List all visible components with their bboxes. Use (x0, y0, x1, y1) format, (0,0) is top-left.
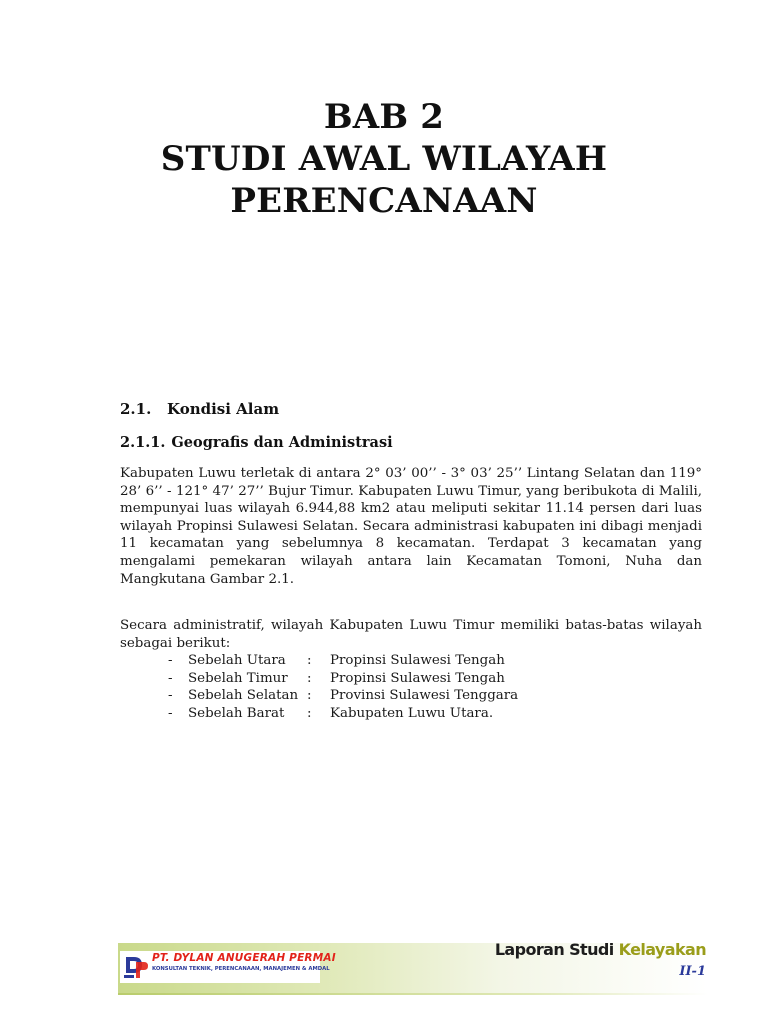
report-title (495, 940, 706, 959)
body-paragraph-boundaries: Secara administratif, wilayah Kabupaten Luwu Timur memiliki batas-batas wilayah sebagai berikut: (120, 618, 702, 651)
boundary-side: Sebelah Utara (188, 653, 286, 668)
boundary-colon: : (307, 653, 312, 668)
list-dash: - (168, 705, 173, 721)
section-number: 2.1. (120, 400, 152, 418)
chapter-title-line-2: PERENCANAAN (230, 181, 538, 221)
chapter-number: BAB 2 (323, 97, 445, 137)
boundary-region: Propinsi Sulawesi Tengah (330, 670, 505, 686)
boundary-side: Sebelah Barat (188, 705, 285, 721)
report-title-part-1: Laporan Studi (494, 940, 619, 959)
boundary-colon: : (307, 705, 312, 721)
dap-logo-icon (122, 953, 150, 981)
subsection-title: Geografis dan Administrasi (171, 434, 393, 451)
report-title-part-2: Kelayakan (618, 940, 706, 959)
boundary-side: Sebelah Selatan (188, 688, 299, 704)
section-title: Kondisi Alam (167, 400, 280, 418)
boundary-side: Sebelah Timur (188, 670, 288, 686)
boundary-colon: : (307, 670, 312, 686)
boundary-row-north (120, 652, 702, 670)
footer-divider (118, 993, 708, 995)
boundary-row-east (120, 670, 702, 688)
boundary-row-south (120, 687, 702, 705)
boundary-region: Propinsi Sulawesi Tengah (330, 653, 505, 668)
company-name: PT. DYLAN ANUGERAH PERMAI (152, 952, 336, 964)
section-heading (120, 400, 279, 418)
boundary-colon: : (307, 688, 312, 704)
body-paragraph-geography: Kabupaten Luwu terletak di antara 2° 03’ 00’’ - 3° 03’ 25’’ Lintang Selatan dan 119° 28’ 6’’ - 121° 47’ 27’’ Bujur Timur. Kabupaten Luwu Timur, yang beribukota di Malili, mempunyai luas wilayah 6.944,88 km2 atau meliputi sekitar 11.14 persen dari luas wilayah Propinsi Sulawesi Selatan. Secara administrasi kabupaten ini dibagi menjadi 11 kecamatan yang sebelumnya 8 kecamatan. Terdapat 3 kecamatan yang mengalami pemekaran wilayah antara lain Kecamatan Tomoni, Nuha dan Mangkutana Gambar 2.1. (120, 466, 702, 587)
chapter-heading (0, 96, 768, 222)
boundary-list (120, 652, 702, 722)
subsection-number: 2.1.1. (120, 434, 166, 451)
list-dash: - (168, 653, 173, 668)
subsection-heading (120, 434, 393, 451)
boundary-row-west (120, 705, 702, 723)
boundary-region: Provinsi Sulawesi Tenggara (330, 688, 519, 704)
list-dash: - (168, 670, 173, 686)
company-tagline: KONSULTAN TEKNIK, PERENCANAAN, MANAJEMEN & AMDAL (152, 966, 330, 972)
list-dash: - (168, 688, 173, 704)
page-number: II-1 (679, 964, 706, 979)
boundary-region: Kabupaten Luwu Utara. (330, 705, 494, 721)
chapter-title-line-1: STUDI AWAL WILAYAH (160, 139, 608, 179)
